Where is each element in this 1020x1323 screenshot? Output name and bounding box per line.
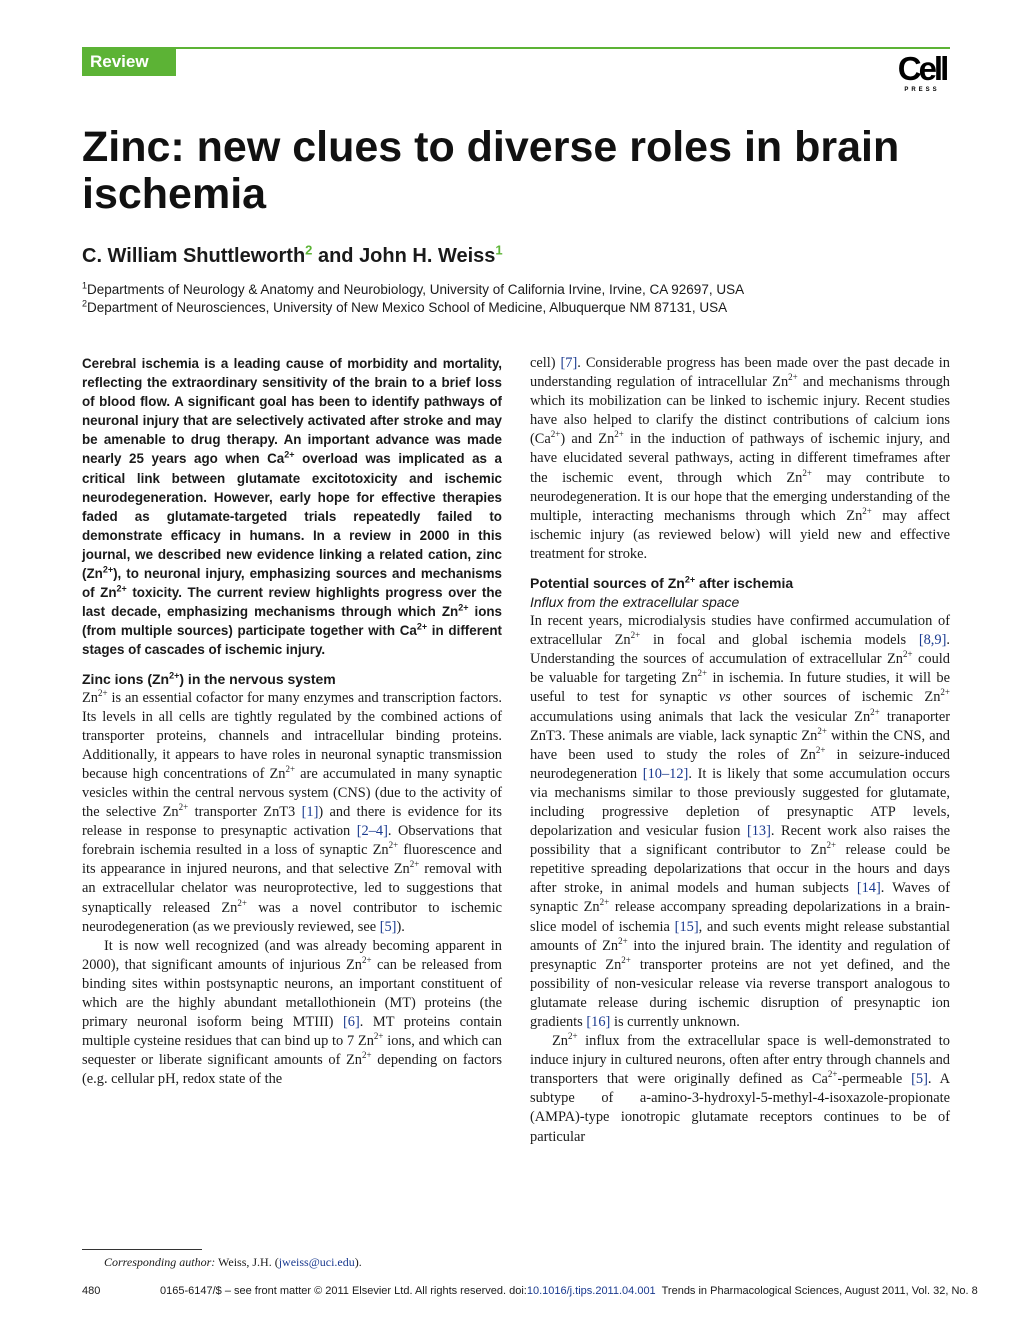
author-1: C. William Shuttleworth bbox=[82, 245, 306, 267]
citation-link[interactable]: [5] bbox=[379, 918, 397, 935]
citation-link[interactable]: [7] bbox=[560, 355, 578, 371]
cell-press-logo bbox=[892, 52, 952, 96]
author-2-affil: 1 bbox=[495, 242, 503, 258]
subsection-heading-influx: Influx from the extracellular space bbox=[530, 594, 740, 611]
affiliation-1-text: Departments of Neurology & Anatomy and Neurobiology, University of California Irvine, Irvine, CA 92697, USA bbox=[87, 282, 745, 297]
citation-link[interactable]: [8,9] bbox=[918, 632, 947, 649]
page-number: 480 bbox=[82, 1285, 101, 1297]
citation-link[interactable]: [16] bbox=[586, 1014, 611, 1030]
paragraph: $Zn^{2+}$ influx from the extracellular space is well-demonstrated to induce injury in cultured neurons, often after entry through channels and transporters that were originally defined as $Ca^{2+}$-permeable [5]. A subtype of a-amino-3-hydroxyl-5-methyl-4-isoxazole-propionate (AMPA)-type ionotropic glutamate receptors continues to be of particular bbox=[530, 1031, 950, 1145]
citation-link[interactable]: [15] bbox=[674, 918, 699, 935]
right-column bbox=[530, 354, 950, 1147]
email-link[interactable]: jweiss@uci.edu bbox=[278, 1255, 355, 1269]
citation-link[interactable]: [6] bbox=[343, 1014, 360, 1031]
logo-main: Cell bbox=[897, 50, 947, 87]
affiliation-2-mark: 2 bbox=[82, 298, 88, 309]
author-1-affil: 2 bbox=[305, 242, 313, 258]
affiliation-1 bbox=[82, 281, 942, 299]
author-list bbox=[82, 244, 942, 268]
author-conjunction: and bbox=[312, 245, 360, 267]
citation-link[interactable]: [2–4] bbox=[356, 823, 388, 840]
author-2: John H. Weiss bbox=[359, 245, 496, 267]
doi-link[interactable]: 10.1016/j.tips.2011.04.001 bbox=[526, 1285, 656, 1297]
footnote-rule bbox=[82, 1249, 202, 1250]
logo-sub: PRESS bbox=[904, 87, 940, 93]
affiliation-2-text: Department of Neurosciences, University of New Mexico School of Medicine, Albuquerque NM 87131, USA bbox=[87, 300, 728, 315]
paragraph: $Zn^{2+}$ is an essential cofactor for many enzymes and transcription factors. Its levels in all cells are tightly regulated by the combined actions of transporter proteins, channels and intracellular binding proteins. Additionally, it appears to have roles in neuronal synaptic transmission because high concentrations of $Zn^{2+}$ are accumulated in many synaptic vesicles within the central nervous system (CNS) (due to the activity of the selective $Zn^{2+}$ transporter ZnT3 [1]) and there is evidence for its release in response to presynaptic activation [2–4]. Observations that forebrain ischemia resulted in a loss of synaptic $Zn^{2+}$ fluorescence and its appearance in injured neurons, and that selective $Zn^{2+}$ removal with an extracellular chelator was neuroprotective, led to suggestions that synaptically released $Zn^{2+}$ was a novel contributor to ischemic neurodegeneration (as we previously reviewed, see [5]). bbox=[82, 687, 503, 935]
citation-link[interactable]: [5] bbox=[911, 1071, 928, 1088]
article-title: Zinc: new clues to diverse roles in brain ischemia bbox=[82, 123, 900, 218]
footer-citation: 0165-6147/$ – see front matter © 2011 Elsevier Ltd. All rights reserved. doi:10.1016/j.tips.2011.04.001 Trends in Pharmacological Sciences, August 2011, Vol. 32, No. 8 bbox=[160, 1285, 978, 1297]
affiliation-2 bbox=[82, 299, 942, 317]
citation-link[interactable]: [14] bbox=[856, 880, 881, 897]
affiliation-1-mark: 1 bbox=[82, 280, 88, 291]
citation-link[interactable]: [1] bbox=[301, 804, 319, 821]
paragraph: In recent years, microdialysis studies have confirmed accumulation of extracellular $Zn^{2+}$ in focal and global ischemia models [8,9]. Understanding the sources of accumulation of extracellular $Zn^{2+}$ could be valuable for targeting $Zn^{2+}$ in ischemia. In future studies, it will be useful to test for synaptic vs other sources of ischemic $Zn^{2+}$ accumulations using animals that lack the vesicular $Zn^{2+}$ tranaporter ZnT3. These animals are viable, lack synaptic $Zn^{2+}$ within the CNS, and have been used to study the roles of $Zn^{2+}$ in seizure-induced neurodegeneration [10–12]. It is likely that some accumulation occurs via mechanisms similar to those previously suggested for glutamate, including progressive depletion of presynaptic ATP levels, depolarization and vesicular fusion [13]. Recent work also raises the possibility that a significant contributor to $Zn^{2+}$ release could be repetitive spreading depolarizations that occur in the hours and days after stroke, in animal models and human subjects [14]. Waves of synaptic $Zn^{2+}$ release accompany spreading depolarizations in a brain-slice model of ischemia [15], and such events might release substantial amounts of $Zn^{2+}$ into the injured brain. The identity and regulation of presynaptic $Zn^{2+}$ transporter proteins are not yet defined, and the possibility of non-vesicular release via reverse transport analogous to glutamate release during ischemic disruption of presynaptic ion gradients [16] is currently unknown. bbox=[530, 613, 951, 1030]
corresponding-author-note: Corresponding author: Weiss, J.H. (jweiss@uci.edu). bbox=[104, 1255, 362, 1269]
section-heading-sources: Potential sources of $Zn^{2+}$ after ischemia bbox=[530, 574, 794, 592]
abstract: Cerebral ischemia is a leading cause of morbidity and mortality, reflecting the extraordinary sensitivity of the brain to a brief loss of blood flow. A significant goal has been to identify pathways of neuronal injury that are selectively activated after stroke and may be amenable to drug therapy. An important advance was made nearly 25 years ago when $Ca^{2+}$ overload was implicated as a critical link between glutamate excitotoxicity and ischemic neurodegeneration. However, early hope for effective therapies faded as glutamate-targeted trials repeatedly failed to demonstrate efficacy in humans. In a review in 2000 in this journal, we described new evidence linking a related cation, zinc $(Zn^{2+})$, to neuronal injury, emphasizing sources and mechanisms of $Zn^{2+}$ toxicity. The current review highlights progress over the last decade, emphasizing mechanisms through which $Zn^{2+}$ ions (from multiple sources) participate together with $Ca^{2+}$ in different stages of cascades of ischemic injury. bbox=[82, 356, 503, 658]
citation-link[interactable]: [13] bbox=[746, 823, 771, 840]
paragraph: cell) [7]. Considerable progress has been made over the past decade in understanding regulation of intracellular $Zn^{2+}$ and mechanisms through which its mobilization can be linked to ischemic injury. Recent studies have also helped to clarify the distinct contributions of calcium ions $(Ca^{2+})$ and $Zn^{2+}$ in the induction of pathways of ischemic injury, and have elucidated several pathways, acting in different timeframes after the ischemic event, through which $Zn^{2+}$ may contribute to neurodegeneration. It is our hope that the emerging understanding of the multiple, interacting mechanisms through which $Zn^{2+}$ may affect ischemic injury (as reviewed below) will yield new and effective treatment for stroke. bbox=[530, 355, 950, 562]
citation-link[interactable]: [10–12] bbox=[642, 765, 689, 782]
header-rule bbox=[82, 47, 950, 49]
left-column bbox=[82, 354, 502, 1089]
article-type-tag: Review bbox=[82, 47, 176, 76]
section-heading-zinc-ions: Zinc ions $(Zn^{2+})$ in the nervous system bbox=[82, 669, 336, 687]
paragraph: It is now well recognized (and was already becoming apparent in 2000), that significant amounts of injurious $Zn^{2+}$ can be released from binding sites within postsynaptic neurons, an important constituent of which are the highly abundant metallothionein (MT) proteins (the primary neuronal isoform being MTIII) [6]. MT proteins contain multiple cysteine residues that can bind up to 7 $Zn^{2+}$ ions, and which can sequester or liberate significant amounts of $Zn^{2+}$ depending on factors (e.g. cellular pH, redox state of the bbox=[82, 937, 503, 1088]
